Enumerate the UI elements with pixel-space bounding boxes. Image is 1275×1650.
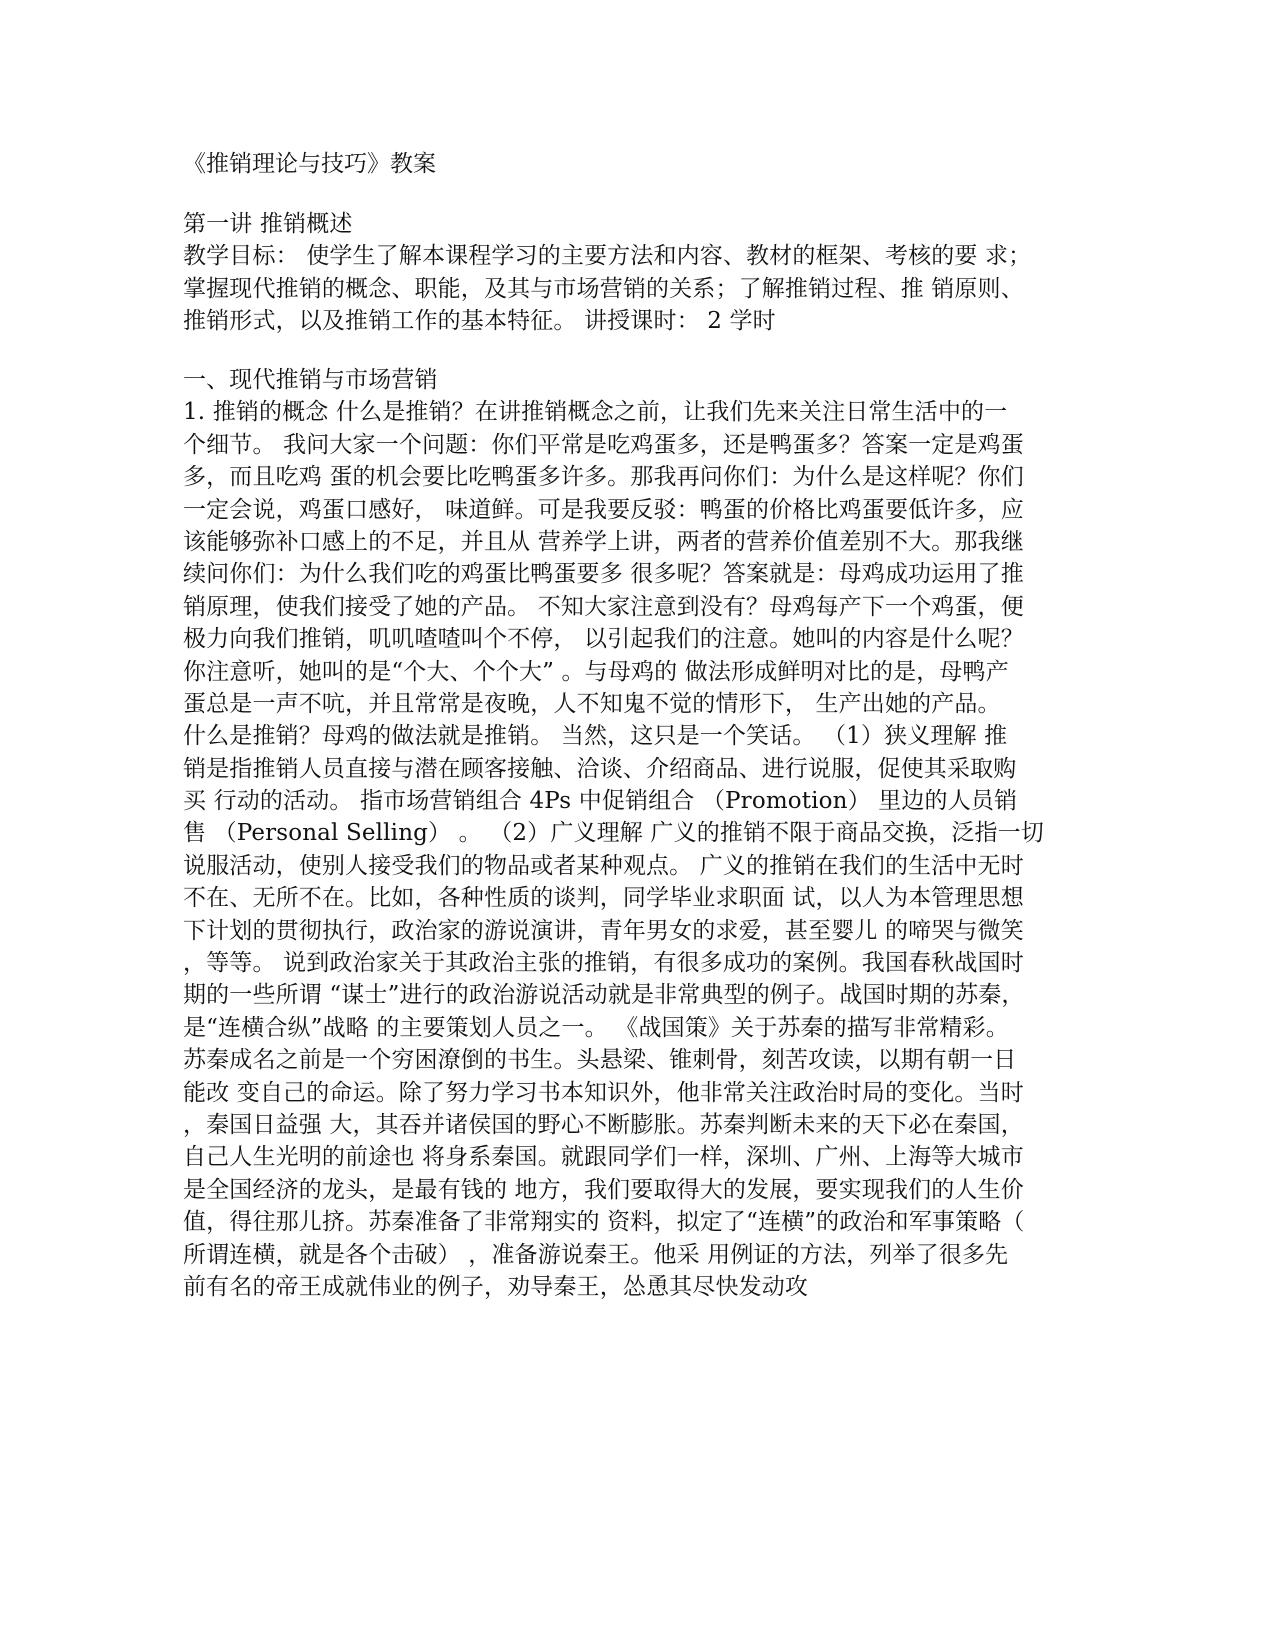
body-line: 说服活动，使别人接受我们的物品或者某种观点。 广义的推销在我们的生活中无时 <box>183 852 1024 879</box>
body-line: ，秦国日益强 大，其吞并诸侯国的野心不断膨胀。苏秦判断未来的天下必在秦国， <box>183 1111 1024 1138</box>
body-line: 所谓连横，就是各个击破） ，准备游说秦王。他采 用例证的方法，列举了很多先 <box>183 1241 1009 1268</box>
body-line: 1. 推销的概念 什么是推销？在讲推销概念之前，让我们先来关注日常生活中的一 <box>183 399 1008 426</box>
body-line: 你注意听，她叫的是“个大、个个大” 。与母鸡的 做法形成鲜明对比的是，母鸭产 <box>183 658 1009 685</box>
body-line: 自己人生光明的前途也 将身系秦国。就跟同学们一样，深圳、广州、上海等大城市 <box>183 1144 1024 1171</box>
lecture-section <box>183 208 1083 338</box>
body-line: ，等等。 说到政治家关于其政治主张的推销，有很多成功的案例。我国春秋战国时 <box>183 950 1024 977</box>
body-line: 买 行动的活动。 指市场营销组合 4Ps 中促销组合 （Promotion） 里边的人员销 <box>183 788 1018 815</box>
body-line: 售 （Personal Selling） 。 （2）广义理解 广义的推销不限于商品交换，泛指一切 <box>183 820 1044 847</box>
body-line: 续问你们：为什么我们吃的鸡蛋比鸭蛋要多 很多呢？答案就是：母鸡成功运用了推 <box>183 561 1024 588</box>
body-line: 是全国经济的龙头，是最有钱的 地方，我们要取得大的发展，要实现我们的人生价 <box>183 1176 1024 1203</box>
body-line: 前有名的帝王成就伟业的例子，劝导秦王，怂恿其尽快发动攻 <box>183 1273 809 1300</box>
body-line: 蛋总是一声不吭，并且常常是夜晚，人不知鬼不觉的情形下， 生产出她的产品。 <box>183 690 1001 717</box>
body-line: 是“连横合纵”战略 的主要策划人员之一。 《战国策》关于苏秦的描写非常精彩。 <box>183 1014 1009 1041</box>
part1-section <box>183 364 1083 1303</box>
body-line: 销原理，使我们接受了她的产品。 不知大家注意到没有？母鸡每产下一个鸡蛋，便 <box>183 593 1024 620</box>
document-title: 《推销理论与技巧》教案 <box>183 151 436 177</box>
body-line: 多，而且吃鸡 蛋的机会要比吃鸭蛋多许多。那我再问你们：为什么是这样呢？你们 <box>183 464 1024 491</box>
body-line: 一定会说，鸡蛋口感好， 味道鲜。可是我要反驳：鸭蛋的价格比鸡蛋要低许多，应 <box>183 496 1024 523</box>
body-line: 销是指推销人员直接与潜在顾客接触、洽谈、介绍商品、进行说服，促使其采取购 <box>183 755 1017 782</box>
body-line: 该能够弥补口感上的不足，并且从 营养学上讲，两者的营养价值差别不大。那我继 <box>183 528 1024 555</box>
body-line: 能改 变自己的命运。除了努力学习书本知识外，他非常关注政治时局的变化。当时 <box>183 1079 1024 1106</box>
body-line: 期的一些所谓 “谋士”进行的政治游说活动就是非常典型的例子。战国时期的苏秦， <box>183 982 1025 1009</box>
body-line: 个细节。 我问大家一个问题：你们平常是吃鸡蛋多，还是鸭蛋多？答案一定是鸡蛋 <box>183 431 1024 458</box>
body-line: 极力向我们推销，叽叽喳喳叫个不停， 以引起我们的注意。她叫的内容是什么呢？ <box>183 626 1024 653</box>
section-heading: 一、现代推销与市场营销 <box>183 367 438 393</box>
objective-line: 教学目标： 使学生了解本课程学习的主要方法和内容、教材的框架、考核的要 求； <box>183 243 1032 270</box>
body-line: 不在、无所不在。比如，各种性质的谈判，同学毕业求职面 试，以人为本管理思想 <box>183 885 1024 912</box>
body-line: 苏秦成名之前是一个穷困潦倒的书生。头悬梁、锥刺骨，刻苦攻读，以期有朝一日 <box>183 1047 1017 1074</box>
body-line: 什么是推销？母鸡的做法就是推销。 当然，这只是一个笑话。 （1）狭义理解 推 <box>183 723 1008 750</box>
objective-line: 推销形式，以及推销工作的基本特征。 讲授课时： 2 学时 <box>183 308 776 335</box>
body-line: 下计划的贯彻执行，政治家的游说演讲，青年男女的求爱，甚至婴儿 的啼哭与微笑 <box>183 917 1024 944</box>
body-line: 值，得往那儿挤。苏秦准备了非常翔实的 资料，拟定了“连横”的政治和军事策略（ <box>183 1209 1025 1236</box>
lecture-heading: 第一讲 推销概述 <box>183 211 353 237</box>
objective-line: 掌握现代推销的概念、职能，及其与市场营销的关系；了解推销过程、推 销原则、 <box>183 275 1024 302</box>
